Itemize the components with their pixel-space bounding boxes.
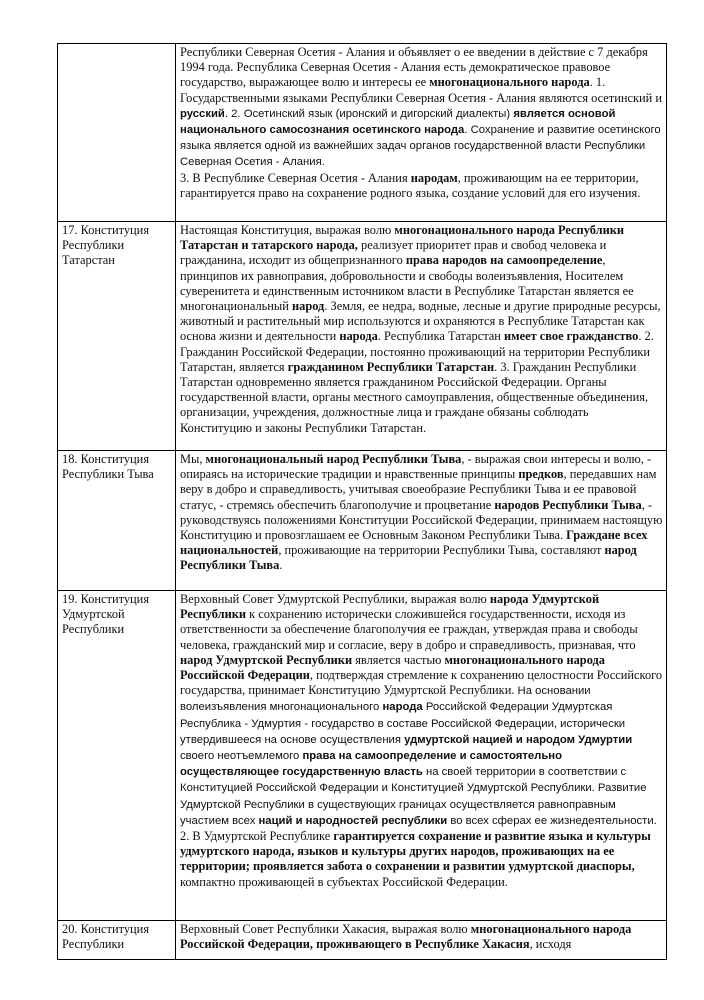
row-label: 17. Конституция Республики Татарстан (62, 223, 150, 268)
text-segment: реализует приоритет прав и свобод человека и гражданина, исходит из общепризнанного (180, 238, 607, 268)
text-segment-bold: многонационального народа Российской Федерации (180, 652, 605, 683)
row-label-cell (58, 921, 176, 960)
text-segment: Верховный Совет Удмуртской Республики, выражая волю (180, 592, 490, 606)
row-text-cell (176, 921, 667, 960)
text-segment: , проживающим на ее территории, гарантируется право на сохранение родного языка, создание условий для его изучения. (180, 170, 641, 200)
row-label-cell (58, 451, 176, 591)
text-segment: , принципов их равноправия, добровольности и свободы волеизъявления, Носителем суверенитета и единственным источником власти в Республике Татарстан является ее многонациональный (180, 253, 634, 314)
text-segment-bold: имеет свое гражданство (504, 329, 639, 344)
text-segment: , исходя (529, 937, 572, 952)
text-segment-bold: права народов на самоопределение (405, 253, 603, 268)
constitutions-table (57, 43, 667, 960)
text-segment: Республики Северная Осетия - Алания и объявляет о ее введении в действие с 7 декабря 1994 года. Республика Северная Осетия - Алания есть демократическое правовое государство, выражающее волю и интересы ее (180, 45, 648, 90)
text-segment: . Республика Татарстан (377, 329, 504, 344)
text-segment: . 1. Государственными языками Республики Северная Осетия - Алания являются осетинский и (180, 75, 662, 105)
text-segment-bold: удмуртской нацией и народом Удмуртии (404, 733, 633, 746)
paragraph (180, 592, 663, 829)
text-segment-bold: народам (410, 170, 458, 185)
text-segment-bold: русский (180, 107, 225, 120)
text-segment-bold: предков (518, 467, 564, 482)
paragraph (180, 452, 663, 574)
row-text-cell (176, 591, 667, 921)
text-segment: Российской Федерации Удмуртская Республика - Удмуртия - государство в составе Российской Федерации, исторически утвердившееся на основе осуществления (180, 701, 626, 746)
text-segment-bold: является основой национального самосознания осетинского народа (180, 107, 616, 137)
text-segment: . Сохранение и развитие осетинского языка является одной из важнейших задач органов государственной власти Республики Северная Осетия - Алания. (180, 124, 661, 169)
row-label: 19. Конституция Удмуртской Республики (62, 592, 150, 637)
text-segment-bold: народа (339, 329, 378, 344)
paragraph (180, 171, 663, 201)
text-segment: На основании волеизъявления многонационального (180, 685, 591, 714)
text-segment-bold: многонационального народа Российской Федерации, проживающего в Республике Хакасия (180, 922, 632, 952)
text-segment: 3. В Республике Северная Осетия - Алания (180, 170, 411, 185)
text-segment: Верховный Совет Республики Хакасия, выражая волю (180, 922, 471, 936)
table-row (58, 921, 667, 960)
text-segment-bold: многонациональный народ Республики Тыва (205, 452, 462, 466)
table-row (58, 451, 667, 591)
table-row (58, 44, 667, 222)
text-segment-bold: народ (291, 299, 325, 314)
text-segment: , - руководствуясь положениями Конституции Российской Федерации, принимаем настоящую Конституцию и провозглашаем ее Основным Законом Республики Тыва. (180, 497, 663, 543)
text-segment-bold: многонационального народа (429, 75, 590, 90)
paragraph (180, 829, 663, 890)
text-segment: Мы, (180, 452, 206, 466)
row-label-cell (58, 222, 176, 451)
paragraph (180, 922, 663, 952)
row-text-cell (176, 451, 667, 591)
text-segment: . 2. Гражданин Российской Федерации, постоянно проживающий на территории Республики Татарстан, является (180, 329, 654, 374)
text-segment: , подтверждая стремление к сохранению целостности Российского государства, принимает Конституцию Удмуртской Республики. (180, 668, 663, 698)
text-segment: , проживающие на территории Республики Тыва, составляют (278, 543, 605, 558)
text-segment: . 2. Осетинский язык (иронский и дигорский диалекты) (224, 107, 514, 120)
row-text-cell (176, 44, 667, 222)
row-label-cell (58, 44, 176, 222)
text-segment-bold: Граждане всех национальностей (180, 528, 648, 558)
text-segment-bold: народов Республики Тыва (494, 497, 642, 512)
table-row (58, 222, 667, 451)
text-segment-bold: народ Удмуртской Республики (180, 652, 353, 667)
text-segment: , передавших нам веру в добро и справедливость, учитывая своеобразие Республики Тыва и ее правовой статус, - стремясь обеспечить благополучие и процветание (180, 467, 657, 512)
row-text-cell (176, 222, 667, 451)
row-label: 18. Конституция Республики Тыва (62, 452, 154, 482)
text-segment-bold: гражданином Республики Татарстан (287, 359, 495, 374)
text-segment: компактно проживающей в субъектах Российской Федерации. (180, 874, 508, 889)
paragraph (180, 223, 663, 436)
text-segment-bold: гарантируется сохранение и развитие языка и культуры удмуртского народа, языков и культуры других народов, проживающих на ее территории; проявляется забота о сохранении и развитии удмуртской диаспоры, (180, 829, 651, 874)
text-segment-bold: многонационального народа Республики Татарстан и татарского народа, (180, 223, 624, 253)
text-segment-bold: народа (382, 701, 423, 714)
paragraph (180, 45, 663, 171)
text-segment: во всех сферах ее жизнедеятельности. (447, 814, 657, 827)
text-segment: на своей территории в соответствии с Конституцией Российской Федерации и Конституцией Удмуртской Республики. Развитие Удмуртской Республики в существующих границах осуществляется равноправным участием всех (180, 766, 647, 827)
text-segment: Настоящая Конституция, выражая волю (180, 223, 395, 237)
text-segment: . Земля, ее недра, водные, лесные и другие природные ресурсы, животный и растительный мир используются и охраняются в Республике Татарстан как основа жизни и деятельности (180, 299, 661, 344)
text-segment-bold: наций и народностей республики (258, 814, 448, 827)
text-segment: . (279, 558, 283, 573)
text-segment-bold: народа Удмуртской Республики (180, 592, 600, 622)
text-segment-bold: народ Республики Тыва (180, 543, 637, 573)
table-row (58, 591, 667, 921)
text-segment: 2. В Удмуртской Республике (180, 829, 334, 844)
row-label: 20. Конституция Республики (62, 922, 150, 952)
text-segment: является частью (352, 652, 445, 667)
text-segment: своего неотъемлемого (180, 750, 303, 763)
text-segment-bold: права на самоопределение и самостоятельно осуществляющее государственную власть (180, 750, 563, 779)
text-segment: . 3. Гражданин Республики Татарстан одновременно является гражданином Российской Федерации. Органы государственной власти, органы местного самоуправления, общественные объединения, организации, учреждения, должностные лица и граждане обязаны соблюдать Конституцию и законы Республики Татарстан. (180, 359, 649, 435)
text-segment: к сохранению исторически сложившейся государственности, исходя из ответственности за обеспечение благополучия ее граждан, утверждая права и свободы человека, гражданский мир и согласие, веру в добро и справедливость, признавая, что (180, 607, 638, 652)
text-segment: , - выражая свои интересы и волю, - опираясь на исторические традиции и нравственные принципы (180, 452, 652, 482)
row-label-cell (58, 591, 176, 921)
